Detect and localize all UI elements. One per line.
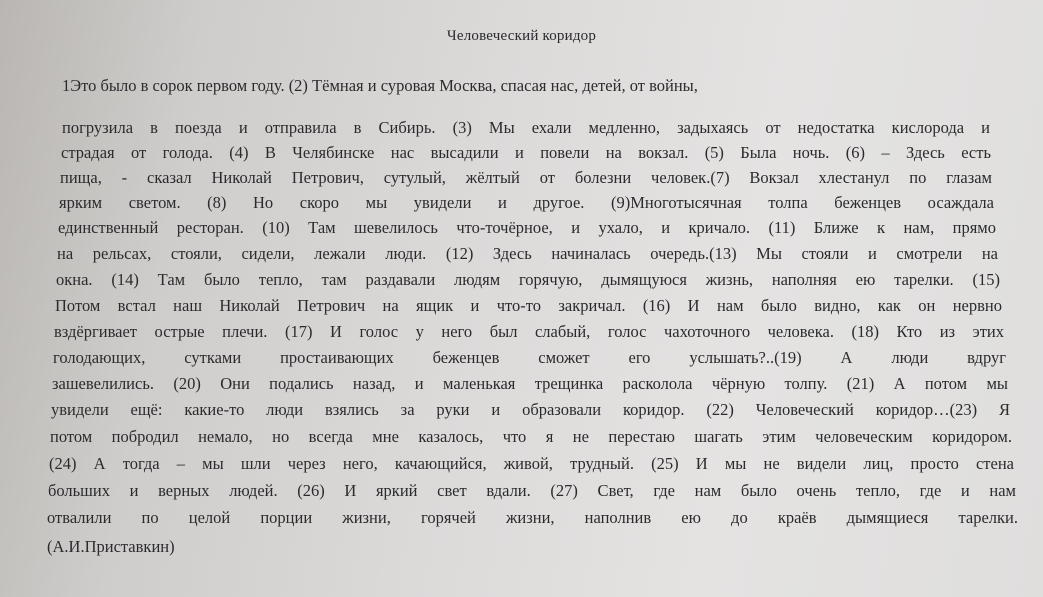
text-line: увидели ещё: какие-то люди взялись за руки и образовали коридор. (22) Человеческий коридор…(23) Я	[51, 400, 1010, 419]
text-line: единственный ресторан. (10) Там шевелилось что-точёрное, и ухало, и кричало. (11) Ближе к нам, прямо	[58, 218, 996, 237]
text-line: Потом встал наш Николай Петрович на ящик и что-то закричал. (16) И нам было видно, как он нервно	[55, 296, 1002, 315]
text-line: погрузила в поезда и отправила в Сибирь. (3) Мы ехали медленно, задыхаясь от недостатка кислорода и	[62, 118, 990, 137]
text-line: вздёргивает острые плечи. (17) И голос у него был слабый, голос чахоточного человека. (18) Кто из этих	[54, 322, 1004, 341]
text-line: (24) А тогда – мы шли через него, качающийся, живой, трудный. (25) И мы не видели лиц, просто стена	[49, 454, 1014, 473]
text-line: пища, - сказал Николай Петрович, сутулый, жёлтый от болезни человек.(7) Вокзал хлестанул по глазам	[60, 168, 992, 187]
text-line: ярким светом. (8) Но скоро мы увидели и другое. (9)Многотысячная толпа беженцев осаждала	[59, 193, 994, 212]
text-line: больших и верных людей. (26) И яркий свет вдали. (27) Свет, где нам было очень тепло, где и нам	[48, 481, 1016, 500]
text-line: потом побродил немало, но всегда мне казалось, что я не перестаю шагать этим человеческим коридором.	[50, 427, 1012, 446]
text-line: на рельсах, стояли, сидели, лежали люди. (12) Здесь начиналась очередь.(13) Мы стояли и смотрели на	[57, 244, 998, 263]
text-line: окна. (14) Там было тепло, там раздавали людям горячую, дымящуюся жизнь, наполняя ею тарелки. (15)	[56, 270, 1000, 289]
text-line: зашевелились. (20) Они подались назад, и маленькая трещинка расколола чёрную толпу. (21) А потом мы	[52, 374, 1008, 393]
text-line: страдая от голода. (4) В Челябинске нас высадили и повели на вокзал. (5) Была ночь. (6) – Здесь есть	[61, 143, 991, 162]
text-line: отвалили по целой порции жизни, горячей жизни, наполнив ею до краёв дымящиеся тарелки.	[47, 508, 1018, 527]
paragraph-first-line: 1Это было в сорок первом году. (2) Тёмная и суровая Москва, спасая нас, детей, от войны,	[62, 76, 698, 95]
author-signature: (А.И.Приставкин)	[47, 537, 175, 556]
document-title: Человеческий коридор	[446, 28, 597, 44]
text-line: голодающих, сутками простаивающих беженцев сможет его услышать?..(19) А люди вдруг	[53, 348, 1006, 367]
